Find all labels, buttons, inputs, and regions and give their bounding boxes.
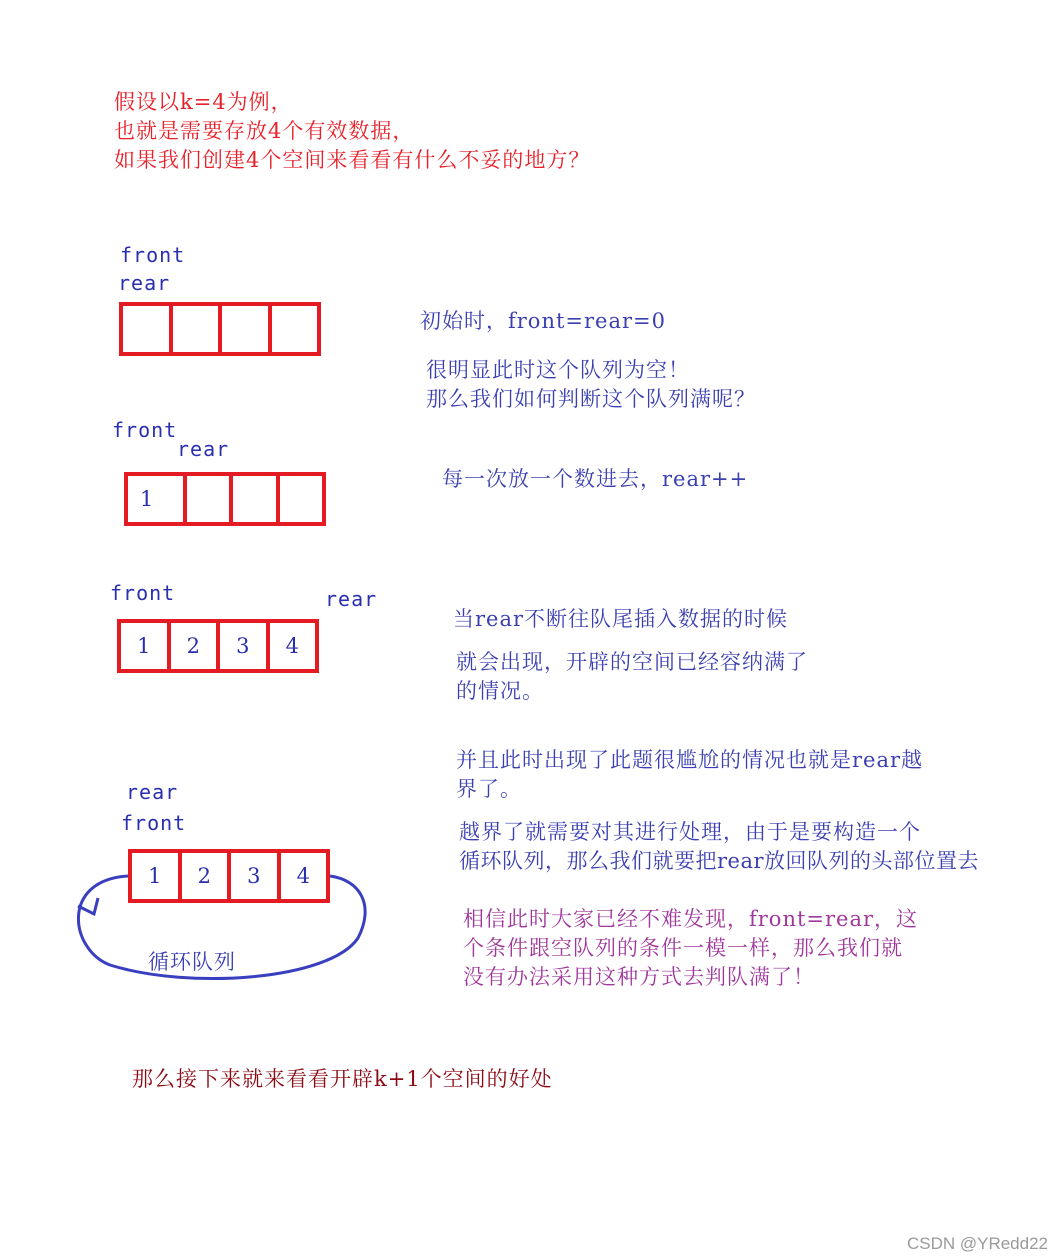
step2-rear-label: rear	[177, 437, 230, 461]
queue-cell: 4	[285, 634, 299, 658]
queue-cell: 2	[182, 853, 232, 899]
step1-front-label: front	[120, 243, 186, 267]
step3-note-7: 循环队列，那么我们就要把rear放回队列的头部位置去	[459, 849, 980, 873]
intro-line-3: 如果我们创建4个空间来看看有什么不妥的地方？	[114, 148, 591, 172]
step3-note-4: 并且此时出现了此题很尴尬的情况也就是rear越	[456, 748, 924, 772]
step3-rear-label: rear	[325, 587, 378, 611]
queue-cell: 2	[171, 623, 221, 669]
step1-rear-label: rear	[118, 271, 171, 295]
queue-cell: 3	[231, 853, 281, 899]
queue-cell: 1	[121, 623, 171, 669]
step1-note-initial: 初始时，front=rear=0	[420, 309, 666, 333]
step3-front-label: front	[110, 581, 176, 605]
step2-note: 每一次放一个数进去，rear++	[442, 467, 749, 491]
queue-cell: 1	[128, 476, 187, 522]
queue-cell: 1	[132, 853, 182, 899]
step3-note-5: 界了。	[456, 777, 522, 801]
step4-note-2: 个条件跟空队列的条件一模一样，那么我们就	[463, 936, 903, 960]
conclusion-text: 那么接下来就来看看开辟k+1个空间的好处	[132, 1067, 553, 1091]
step4-queue-array	[128, 849, 330, 903]
step1-note-question: 那么我们如何判断这个队列满呢？	[426, 387, 756, 411]
step2-front-label: front	[112, 418, 178, 442]
queue-cell: 4	[296, 864, 310, 888]
step3-note-2: 就会出现，开辟的空间已经容纳满了	[456, 650, 808, 674]
step4-front-label: front	[121, 811, 187, 835]
queue-cell: 3	[220, 623, 270, 669]
step3-note-1: 当rear不断往队尾插入数据的时候	[453, 607, 789, 631]
step3-note-3: 的情况。	[456, 679, 544, 703]
intro-line-2: 也就是需要存放4个有效数据，	[114, 119, 415, 143]
step4-rear-label: rear	[126, 780, 179, 804]
step3-note-6: 越界了就需要对其进行处理，由于是要构造一个	[459, 820, 921, 844]
intro-line-1: 假设以k=4为例，	[114, 90, 293, 114]
step1-note-empty: 很明显此时这个队列为空！	[426, 358, 690, 382]
step4-note-3: 没有办法采用这种方式去判队满了！	[463, 965, 815, 989]
step4-note-1: 相信此时大家已经不难发现，front=rear，这	[463, 907, 919, 931]
loop-label: 循环队列	[148, 950, 236, 974]
watermark: CSDN @YRedd22	[906, 1234, 1048, 1253]
